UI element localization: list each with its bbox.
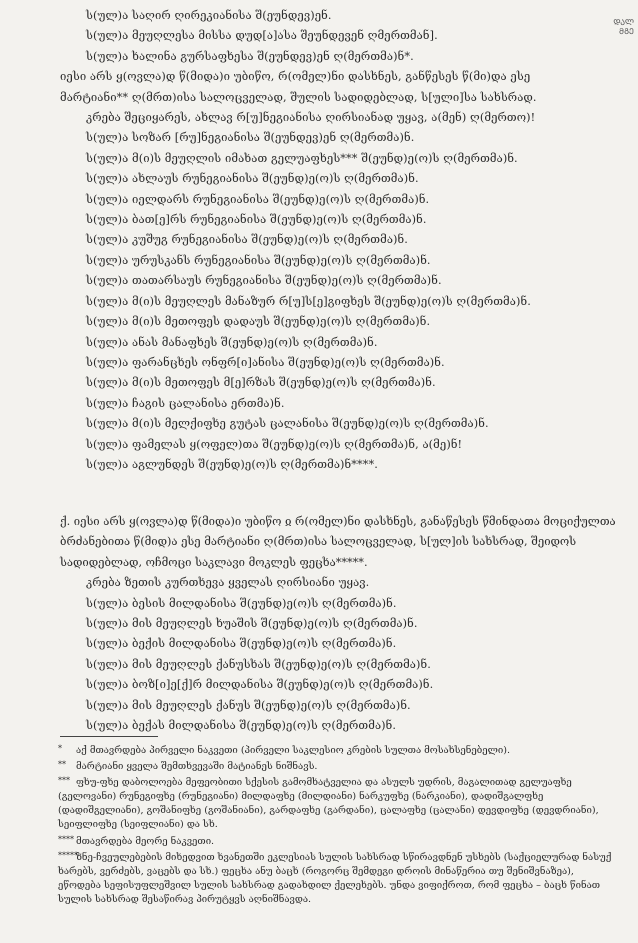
text-line: ს(ულ)ა საღირ ღირეკიანისა შ(ეუნდევ)ენ. [86,9,332,22]
footnote [58,774,618,832]
text-line: ს(ულ)ა ბოზ[ი]ე[ქ]რ მილდანისა შ(ეუნდ)ე(ო)ს ღ(მერთმა)ნ. [86,678,434,692]
footnote [58,758,618,774]
text-line: მარტიანი** ღ(მრთ)ისა სალოცველად, შულის სადიდებლად, ს[ული]სა სახსრად. [60,90,537,104]
text-line: ს(ულ)ა მ(ი)ს მეუღლეს მანაზურ რ[უ]ს[ე]გიფხეს შ(ეუნდ)ე(ო)ს ღ(მერთმა)ნ. [86,294,531,308]
footnote-marker: ***** [58,850,78,860]
text-line: ს(ულ)ა თათარსაუს რუნეგიანისა შ(ეუნდ)ე(ო)ს ღ(მერთმა)ნ. [86,274,442,288]
footnote-text: აქ მთავრდება პირველი ნაკვეთი (პირველი საკლესიო კრების სულთა მოსახსენებელი). [76,745,511,756]
corner-mark-line: ᲛᲒᲔ [619,27,634,36]
text-line: ს(ულ)ა ახლაუს რუნეგიანისა შ(ეუნდ)ე(ო)ს ღ(მერთმა)ნ. [86,172,419,186]
text-line: ს(ულ)ა სოზარ [რუ]ნეგიანისა შ(ეუნდევ)ენ ღ(მერთმა)ნ. [86,131,415,145]
footnote-marker: ** [58,760,66,770]
text-line: ს(ულ)ა ბექას მილდანისა შ(ეუნდ)ე(ო)ს ღ(მერთმა)ნ. [86,719,397,733]
text-line: ს(ულ)ა ბექის მილდანისა შ(ეუნდ)ე(ო)ს ღ(მერთმა)ნ. [86,637,397,651]
footnote-text: მთავრდება მეორე ნაკვეთი. [76,835,215,847]
footnote-marker: * [58,744,62,753]
footnote-marker: **** [58,834,74,844]
text-line: ს(ულ)ა ბათ[ე]რს რუნეგიანისა შ(ეუნდ)ე(ო)ს ღ(მერთმა)ნ. [86,213,427,227]
text-line: კრება შეციყარეს, ახლავ რ[უ]ნეგიანისა ღირსიანად უყავ, ა(მენ) ღ(მერთო)! [86,111,536,125]
text-line: ს(ულ)ა კუშუგ რუნეგიანისა შ(ეუნდ)ე(ო)ს ღ(მერთმა)ნ. [86,233,408,247]
footnote-marker: *** [58,776,70,786]
text-line: კრება ზეთის კურთხევა ყველას ღირსიანი უყავ. [86,576,370,590]
text-line: ს(ულ)ა ანას მანაფხეს შ(ეუნდ)ე(ო)ს ღ(მერთმა)ნ. [86,335,378,349]
text-line: ს(ულ)ა ურუსკანს რუნეგიანისა შ(ეუნდ)ე(ო)ს ღ(მერთმა)ნ. [86,253,431,267]
text-line: ს(ულ)ა მ(ი)ს მეთოფეს დადაუს შ(ეუნდ)ე(ო)ს ღ(მერთმა)ნ. [86,315,431,329]
footnote-text: ზნე-ჩვეულებების მიხედვით ხვანეთში ეკლესიას სულის სახსრად სწირავდნენ უსხებს (საქციელურად ნასუქ ხარებს, ვერძებს, ვაცებს და სხ.) ფეცხა ანუ ბაცხ (როგორც შემდეგი დროის მინაწერია თუ შენიშვნაზეა), ეწოდება სეფისუფლეშვილ სულის სახსრად გადახდილ ქელეხებს. უნდა ვიფიქროთ, რომ ფეცხა – ბაცხ წინათ სულის სახსრად შესაწირავ პირუტყვს აღნიშნავდა. [58,851,612,905]
text-line: ს(ულ)ა მის მეუღლეს ქანუს შ(ეუნდ)ე(ო)ს ღ(მერთმა)ნ. [86,698,411,712]
text-line: ს(ულ)ა მეუღლესა მისსა დუდ[ა]ასა შეუნდევენ ღმერთმან]. [86,29,438,43]
text-line: ს(ულ)ა ფამელას ყ(ოფელ)თა შ(ეუნდ)ე(ო)ს ღ(მერთმა)ნ, ა(მე)ნ! [86,437,463,451]
text-line: ს(ულ)ა მ(ი)ს მეთოფეს მ[ე]რზას შ(ეუნდ)ე(ო)ს ღ(მერთმა)ნ. [86,376,436,390]
footnote [58,742,618,758]
text-line: ს(ულ)ა მ(ი)ს მეუღლის იმახათ გელუაფხეს*** შ(ეუნდ)ე(ო)ს ღ(მერთმა)ნ. [86,151,518,165]
footnote-separator [60,736,158,737]
footnote [58,849,618,907]
corner-mark-line: ᲓᲐᲚ [613,18,634,27]
section-2-paragraph: ქ. იესი არს ყ(ოვლა)დ წ(მიდა)ი უბიწო ჲ რ(ომელ)ნი დასხნეს, განაწესეს წმინდათა მოციქულთა ბრძანებითა წ(მიდ)ა ესე მარტიანი ღ(მრთ)ისა სალოცველად, ს[ულ]ის სახსრად, შეიდოს სადიდებლად, ოჩმოცი საკლავი მოკლეს ფეცხა*****. [60,515,616,569]
footnote-text: ფხუ-ფხე დაბოლოება მეფეობითი სქესის გამომხატველია და ასულს უდრის, მაგალითად გელუაფხე (გელოვანი) რუნეგიფხე (რუნეგიანი) მილდაფხე (მილდიანი) ნარკუფხე (ნარკიანი), დადიშგალფხე (დადიშგელიანი), გოშანიფხე (გოშანიანი), გარდაფხე (გარდანი), ცალაფხე (ცალანი) დევდიფხე (დევდრიანი), სეიფლიფხე (სეიფლიანი) და სხ. [58,777,599,831]
text-line: ს(ულ)ა მ(ი)ს მელქიფხე გუტას ცალანისა შ(ეუნდ)ე(ო)ს ღ(მერთმა)ნ. [86,417,489,431]
text-line: ს(ულ)ა იელდარს რუნეგიანისა შ(ეუნდ)ე(ო)ს ღ(მერთმა)ნ. [86,192,430,206]
text-line: ს(ულ)ა მის მეუღლეს ხუაშის შ(ეუნდ)ე(ო)ს ღ(მერთმა)ნ. [86,617,418,631]
inscription-section-1 [60,6,618,475]
text-line: ს(ულ)ა ჩაგის ცალანისა ერთმა)ნ. [86,396,285,410]
text-line: ს(ულ)ა მის მეუღლეს ქანუსხას შ(ეუნდ)ე(ო)ს ღ(მერთმა)ნ. [86,657,431,671]
footnote [58,833,618,849]
text-line: ს(ულ)ა ბესის მილდანისა შ(ეუნდ)ე(ო)ს ღ(მერთმა)ნ. [86,596,397,610]
text-line: ს(ულ)ა ხალინა გურსაფხესა შ(ეუნდევ)ენ ღ(მერთმა)ნ*. [86,49,414,63]
text-line: ს(ულ)ა ფარანცხეს ონფრ[ი]ანისა შ(ეუნდ)ე(ო)ს ღ(მერთმა)ნ. [86,355,445,369]
footnote-text: მარტიანი ყველა შემთხვევაში მატიანეს ნიშნავს. [76,761,318,773]
footnotes [58,742,618,907]
text-line: იესი არს ყ(ოვლა)დ წ(მიდა)ი უბიწო, რ(ომელ)ნი დასხნეს, განწესეს წ(მი)და ესე [60,70,531,84]
inscription-section-2 [60,512,618,736]
text-line: ს(ულ)ა აგლუნდეს შ(ეუნდ)ე(ო)ს ღ(მერთმა)ნ****. [86,457,378,471]
